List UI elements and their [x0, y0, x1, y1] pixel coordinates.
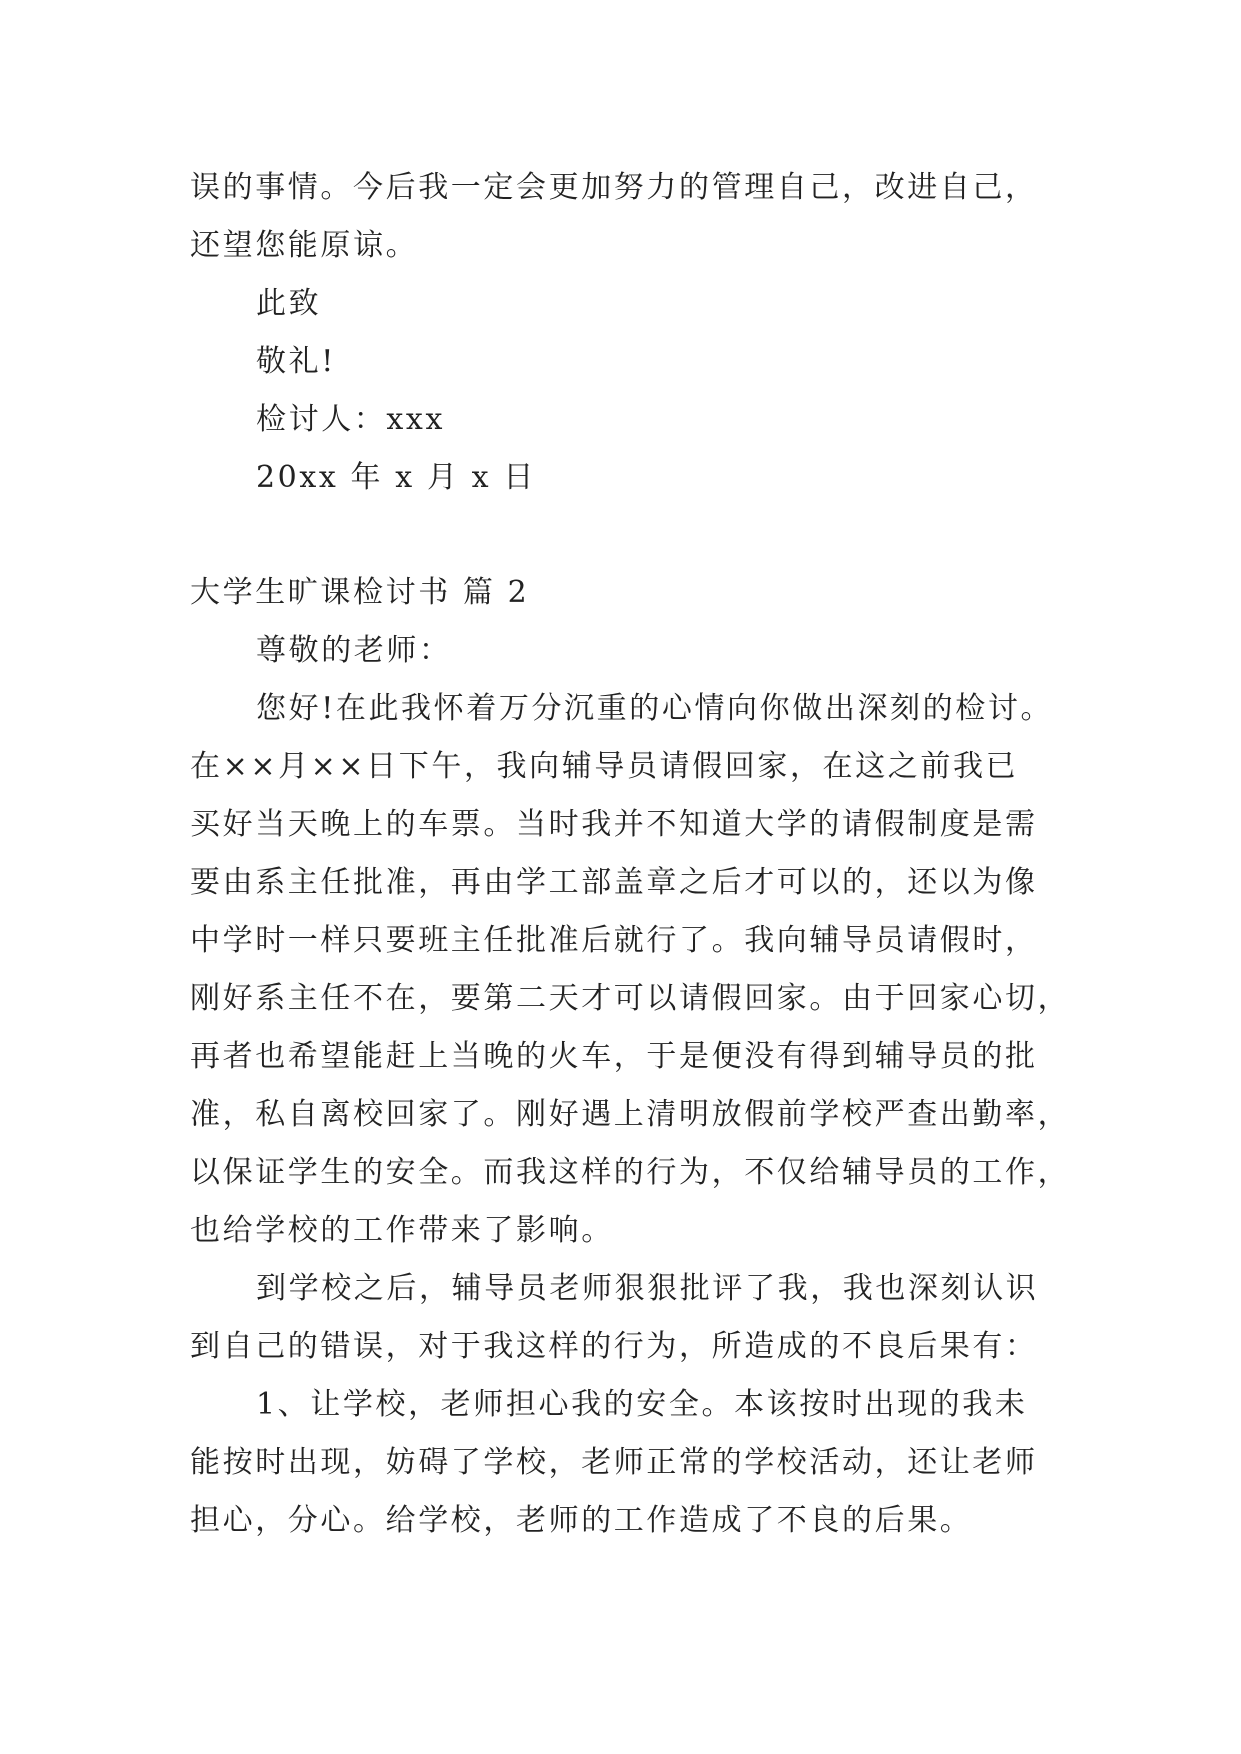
text-line: 买好当天晚上的车票。当时我并不知道大学的请假制度是需 — [190, 807, 1038, 842]
text-line: 再者也希望能赶上当晚的火车，于是便没有得到辅导员的批 — [190, 1039, 1038, 1074]
text-line: 以保证学生的安全。而我这样的行为，不仅给辅导员的工作， — [190, 1155, 1071, 1190]
text-line: 到学校之后，辅导员老师狠狠批评了我，我也深刻认识 — [256, 1271, 1039, 1306]
text-line: 准，私自离校回家了。刚好遇上清明放假前学校严查出勤率， — [190, 1097, 1071, 1132]
text-line: 到自己的错误，对于我这样的行为，所造成的不良后果有： — [190, 1329, 1038, 1364]
text-line: 要由系主任批准，再由学工部盖章之后才可以的，还以为像 — [190, 865, 1038, 900]
text-line: 您好!在此我怀着万分沉重的心情向你做出深刻的检讨。 — [256, 691, 1054, 726]
text-line: 也给学校的工作带来了影响。 — [190, 1213, 614, 1248]
greeting: 尊敬的老师： — [256, 633, 452, 668]
text-line: 能按时出现，妨碍了学校，老师正常的学校活动，还让老师 — [190, 1445, 1038, 1480]
text-line: 1、让学校，老师担心我的安全。本该按时出现的我未 — [256, 1387, 1028, 1422]
text-line: 担心，分心。给学校，老师的工作造成了不良的后果。 — [190, 1503, 973, 1538]
text-line: 还望您能原谅。 — [190, 228, 419, 263]
salutation: 此致 — [256, 286, 322, 321]
text-line: 误的事情。今后我一定会更加努力的管理自己，改进自己， — [190, 170, 1038, 205]
text-line: 刚好系主任不在，要第二天才可以请假回家。由于回家心切， — [190, 981, 1071, 1016]
text-line: 中学时一样只要班主任批准后就行了。我向辅导员请假时， — [190, 923, 1038, 958]
author-line: 检讨人：xxx — [256, 402, 445, 437]
date-line: 20xx 年 x 月 x 日 — [256, 460, 536, 495]
respect-line: 敬礼! — [256, 344, 336, 379]
section-title: 大学生旷课检讨书 篇 2 — [190, 575, 530, 610]
text-line: 在××月××日下午，我向辅导员请假回家，在这之前我已 — [190, 749, 1019, 784]
